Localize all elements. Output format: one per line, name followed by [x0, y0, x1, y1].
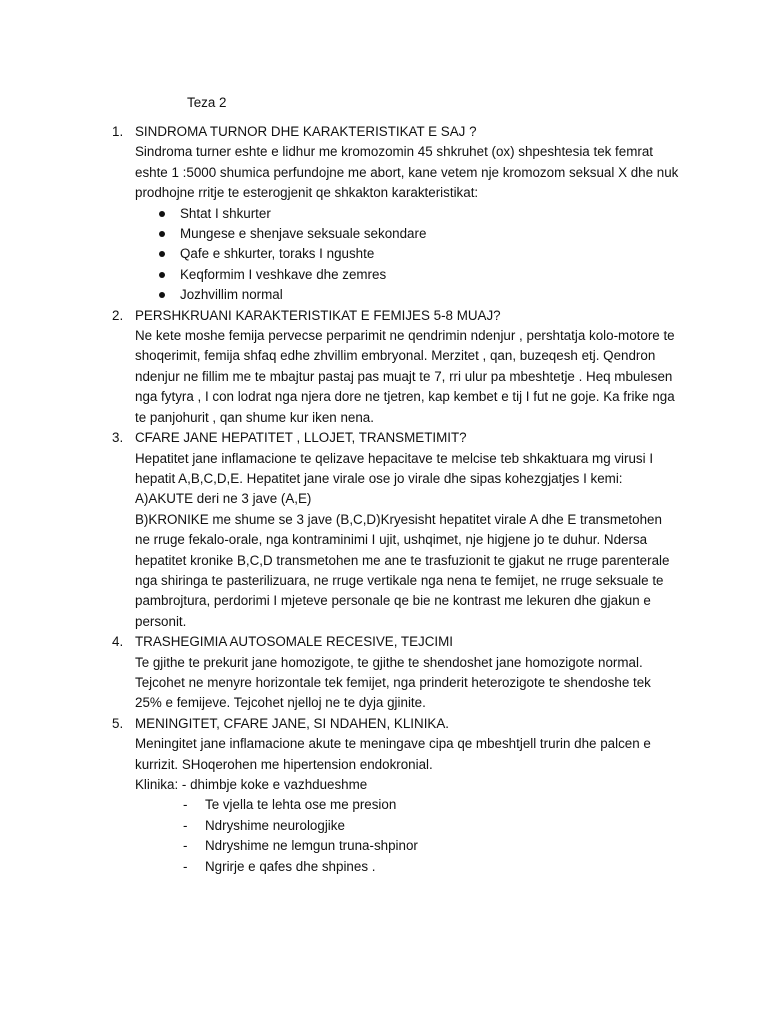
bullet-icon: [159, 292, 165, 298]
list-item: Shtat I shkurter: [135, 204, 680, 224]
question-heading: CFARE JANE HEPATITET , LLOJET, TRANSMETIMIT?: [135, 430, 467, 446]
dash-marker: -: [183, 838, 188, 854]
question-number: 1.: [112, 124, 124, 139]
question-heading: PERSHKRUANI KARAKTERISTIKAT E FEMIJES 5-8 MUAJ?: [135, 307, 501, 323]
bullet-list: [135, 204, 680, 306]
question-number: 5.: [112, 715, 124, 731]
answer-akute: A)AKUTE deri ne 3 jave (A,E): [135, 491, 312, 507]
question-heading: MENINGITET, CFARE JANE, SI NDAHEN, KLINIKA.: [135, 715, 449, 731]
list-item: - Te vjella te lehta ose me presion: [135, 795, 680, 815]
question-number: 4.: [112, 634, 124, 650]
question-3: [112, 428, 680, 632]
bullet-icon: [159, 231, 165, 237]
list-item: - Ngrirje e qafes dhe shpines .: [135, 857, 680, 877]
list-item: Jozhvillim normal: [135, 285, 680, 305]
dash-marker: -: [183, 797, 188, 813]
answer-text: Ne kete moshe femija pervecse perparimit ne qendrimin ndenjur , pershtatja kolo-motore te shoqerimit, femija shfaq edhe zhvillim embryonal. Merzitet , qan, buzeqesh etj. Qendron ndenjur ne fillim me te mbajtur pastaj pas muajt te 7, rri ulur pa mbeshtetje . Heq mbulesen nga fytyra , I con lodrat nga njera dore ne tjetren, kap kembet e tij I fut ne goje. Ka frike nga te panjohurit , qan shume kur iken nena.: [135, 328, 675, 425]
list-item: Qafe e shkurter, toraks I ngushte: [135, 244, 680, 264]
question-heading: TRASHEGIMIA AUTOSOMALE RECESIVE, TEJCIMI: [135, 634, 453, 650]
answer-text: Meningitet jane inflamacione akute te meningave cipa qe mbeshtjell trurin dhe palcen e kurrizit. SHoqerohen me hipertension endokronial.: [135, 736, 651, 772]
answer-text: Te gjithe te prekurit jane homozigote, te gjithe te shendoshet jane homozigote normal. Tejcohet ne menyre horizontale tek femijet, nga prinderit heterozigote te shendoshe tek 25% e femijeve. Tejcohet njelloj ne te dyja gjinite.: [135, 654, 651, 711]
answer-text: Hepatitet jane inflamacione te qelizave hepacitave te melcise teb shkaktuara mg virusi I hepatit A,B,C,D,E. Hepatitet jane virale ose jo virale dhe sipas kohezgjatjes I kemi:: [135, 450, 654, 486]
document-title: Teza 2: [187, 95, 227, 110]
dash-marker: -: [183, 817, 188, 833]
answer-kronike: B)KRONIKE me shume se 3 jave (B,C,D)Kryesisht hepatitet virale A dhe E transmetohen ne rruge fekalo-orale, nga kontraminimi I ujit, ushqimet, nje higjene jo te duhur. Ndersa hepatitet kronike B,C,D transmetohen me ane te trasfuzionit te gjakut ne rruge parenterale nga shiringa te pasterilizuara, ne rruge vertikale nga nena te femijet, ne rruge seksuale te pambrojtura, perdorimi I mjeteve personale qe bie ne kontrast me lekuren dhe gjakun e personit.: [135, 511, 670, 629]
dash-marker: -: [183, 858, 188, 874]
question-4: [112, 632, 680, 714]
question-number: 2.: [112, 307, 124, 323]
question-number: 3.: [112, 430, 124, 446]
bullet-icon: [159, 251, 165, 257]
question-2: [112, 306, 680, 428]
answer-text: Sindroma turner eshte e lidhur me kromozomin 45 shkruhet (ox) shpeshtesia tek femrat eshte 1 :5000 shumica perfundojne me abort, kane vetem nje kromozom seksual X dhe nuk prodhojne rritje te esterogjenit qe shkakton karakteristikat:: [135, 144, 679, 201]
question-list: [112, 122, 680, 877]
question-heading: SINDROMA TURNOR DHE KARAKTERISTIKAT E SAJ ?: [135, 124, 477, 139]
list-item: Keqformim I veshkave dhe zemres: [135, 265, 680, 285]
bullet-icon: [159, 211, 165, 217]
dash-list: [135, 795, 680, 877]
list-item: Mungese e shenjave seksuale sekondare: [135, 224, 680, 244]
question-1: [112, 122, 680, 306]
bullet-icon: [159, 272, 165, 278]
list-item: - Ndryshime neurologjike: [135, 816, 680, 836]
klinika-line: Klinika: - dhimbje koke e vazhdueshme: [135, 777, 368, 792]
list-item: - Ndryshime ne lemgun truna-shpinor: [135, 836, 680, 856]
question-5: [112, 714, 680, 877]
